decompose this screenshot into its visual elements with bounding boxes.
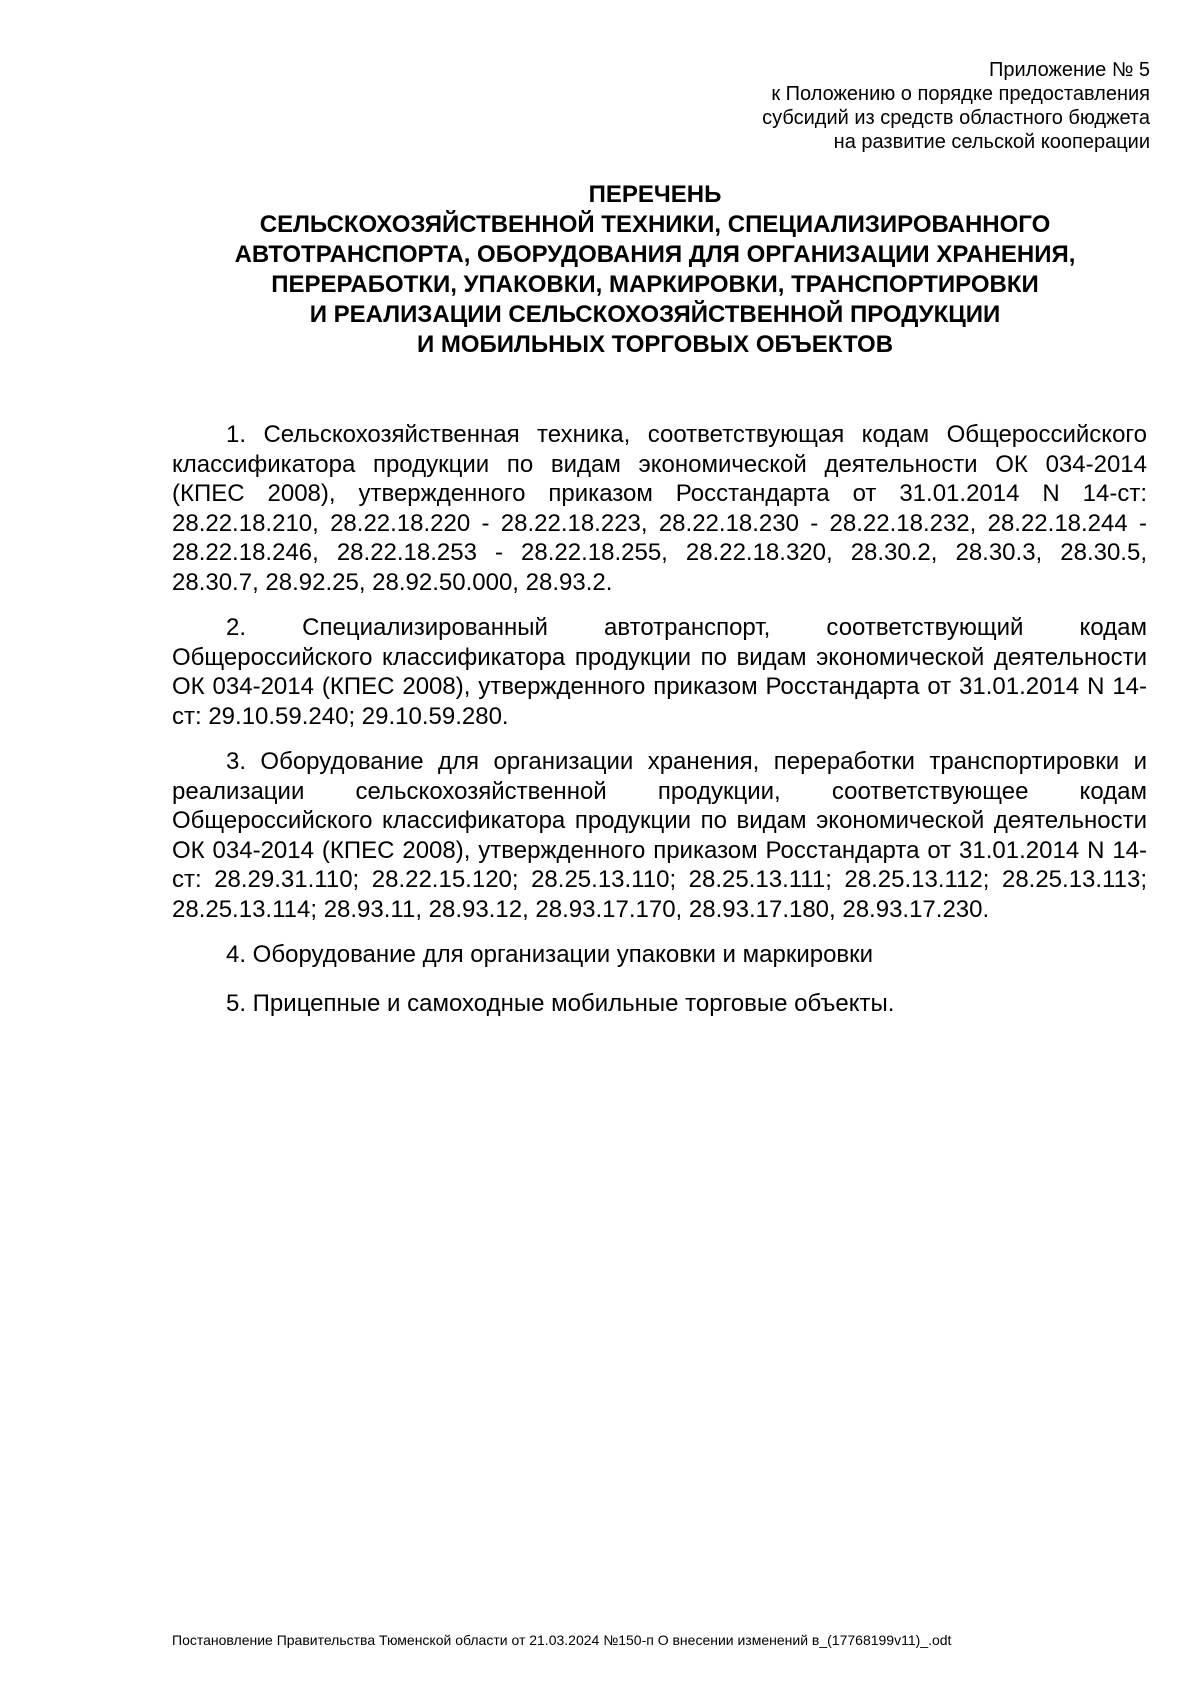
title-line: И РЕАЛИЗАЦИИ СЕЛЬСКОХОЗЯЙСТВЕННОЙ ПРОДУКЦИИ <box>309 301 1001 328</box>
list-item-5: 5. Прицепные и самоходные мобильные торговые объекты. <box>226 989 895 1017</box>
list-item-4: 4. Оборудование для организации упаковки и маркировки <box>226 941 874 968</box>
annex-line: субсидий из средств областного бюджета <box>762 107 1150 129</box>
list-item-1: 1. Сельскохозяйственная техника, соответствующая кодам Общероссийского классификатора продукции по видам экономической деятельности ОК 034-2014 (КПЕС 2008), утвержденного приказом Росстандарта от 31.01.2014 N 14-ст: 28.22.18.210, 28.22.18.220 - 28.22.18.223, 28.22.18.230 - 28.22.18.232, 28.22.18.244 - 28.22.18.246, 28.22.18.253 - 28.22.18.255, 28.22.18.320, 28.30.2, 28.30.3, 28.30.5, 28.30.7, 28.92.25, 28.92.50.000, 28.93.2. <box>172 421 1147 596</box>
list-item-2: 2. Специализированный автотранспорт, соответствующий кодам Общероссийского классификатора продукции по видам экономической деятельности ОК 034-2014 (КПЕС 2008), утвержденного приказом Росстандарта от 31.01.2014 N 14-ст: 29.10.59.240; 29.10.59.280. <box>172 614 1147 730</box>
page-footer: Постановление Правительства Тюменской области от 21.03.2024 №150-п О внесении изменений в_(17768199v11)_.odt <box>172 1632 952 1648</box>
document-body <box>172 420 1147 1037</box>
annex-header <box>530 58 1150 154</box>
annex-line: Приложение № 5 <box>989 59 1150 81</box>
title-line: АВТОТРАНСПОРТА, ОБОРУДОВАНИЯ ДЛЯ ОРГАНИЗАЦИИ ХРАНЕНИЯ, <box>234 241 1076 268</box>
list-item-3: 3. Оборудование для организации хранения, переработки транспортировки и реализации сельскохозяйственной продукции, соответствующее кодам Общероссийского классификатора продукции по видам экономической деятельности ОК 034-2014 (КПЕС 2008), утвержденного приказом Росстандарта от 31.01.2014 N 14-ст: 28.29.31.110; 28.22.15.120; 28.25.13.110; 28.25.13.111; 28.25.13.112; 28.25.13.113; 28.25.13.114; 28.93.11, 28.93.12, 28.93.17.170, 28.93.17.180, 28.93.17.230. <box>172 748 1147 923</box>
title-line: ПЕРЕЧЕНЬ <box>588 181 722 208</box>
title-line: И МОБИЛЬНЫХ ТОРГОВЫХ ОБЪЕКТОВ <box>416 331 894 358</box>
title-line: СЕЛЬСКОХОЗЯЙСТВЕННОЙ ТЕХНИКИ, СПЕЦИАЛИЗИРОВАННОГО <box>259 211 1051 238</box>
annex-line: на развитие сельской кооперации <box>833 131 1150 153</box>
annex-line: к Положению о порядке предоставления <box>771 83 1150 105</box>
title-line: ПЕРЕРАБОТКИ, УПАКОВКИ, МАРКИРОВКИ, ТРАНСПОРТИРОВКИ <box>271 271 1039 298</box>
document-title <box>160 180 1150 360</box>
